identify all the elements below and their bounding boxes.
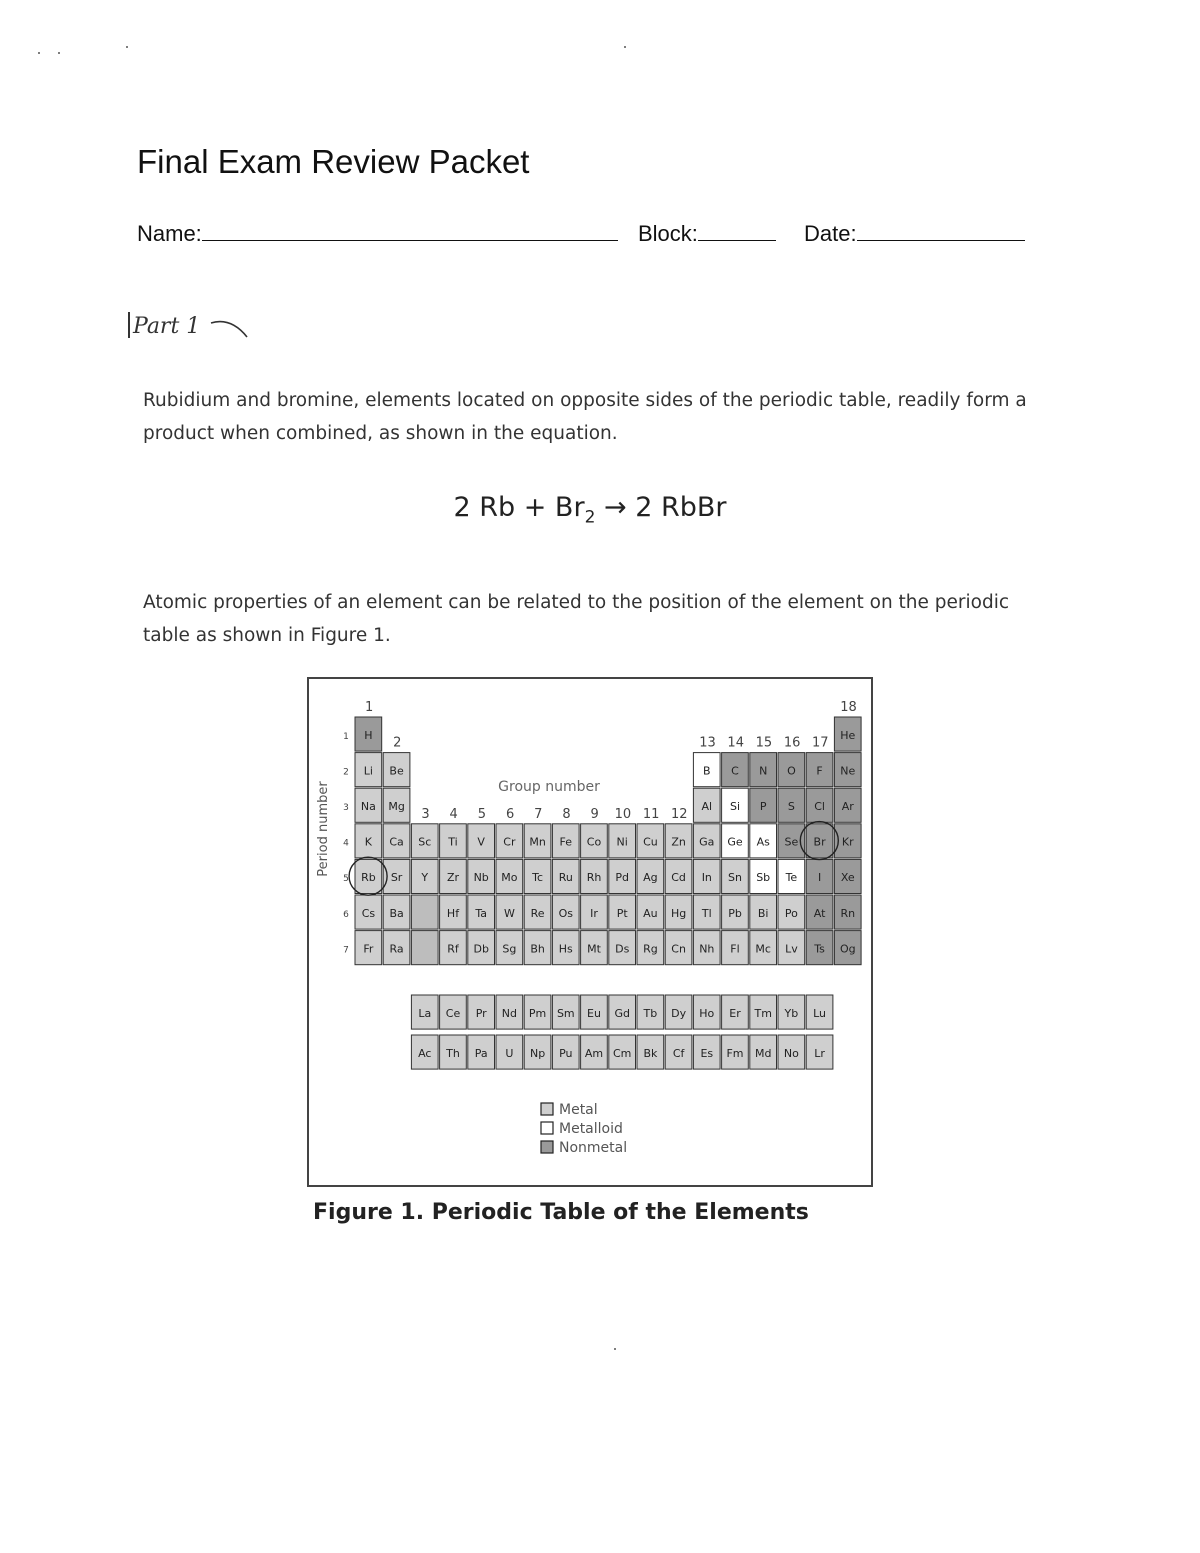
actinide-Th-symbol: Th	[446, 1046, 460, 1060]
lanthanide-Dy-symbol: Dy	[671, 1006, 687, 1020]
periodic-table	[309, 679, 871, 1185]
intro-paragraph: Rubidium and bromine, elements located on opposite sides of the periodic table, readily form a product when combined, as shown in the equation.	[143, 390, 1027, 444]
lanthanide-Tb-symbol: Tb	[643, 1006, 658, 1020]
element-Si-symbol: Si	[729, 800, 741, 813]
element-Db-symbol: Db	[473, 942, 489, 956]
element-In-symbol: In	[701, 871, 712, 885]
element-Mo-symbol: Mo	[501, 871, 518, 885]
element-Ne-symbol: Ne	[840, 764, 856, 778]
element-Pt-symbol: Pt	[616, 906, 628, 920]
block-blank-line[interactable]	[698, 218, 776, 241]
element-Nh-symbol: Nh	[699, 942, 715, 956]
actinide-Ac-symbol: Ac	[418, 1046, 432, 1060]
element-Pd-symbol: Pd	[615, 871, 630, 885]
period-label-4: 4	[343, 838, 349, 849]
element-W-symbol: W	[503, 906, 515, 920]
element-Pb-symbol: Pb	[728, 906, 742, 920]
period-label-2: 2	[343, 767, 349, 778]
element-B-symbol: B	[703, 764, 711, 778]
handwritten-bracket	[128, 312, 130, 338]
actinide-Fm-symbol: Fm	[726, 1046, 744, 1060]
element-Bh-symbol: Bh	[530, 942, 545, 956]
element-Mn-symbol: Mn	[529, 835, 546, 849]
element-Ca-symbol: Ca	[389, 835, 404, 849]
element-Cr-symbol: Cr	[503, 835, 516, 849]
element-Lv-symbol: Lv	[785, 942, 798, 956]
element-Rf-symbol: Rf	[447, 942, 459, 956]
figure-caption: Figure 1. Periodic Table of the Elements	[313, 1200, 809, 1225]
element-He-symbol: He	[840, 728, 856, 742]
group-label-11: 11	[642, 806, 660, 822]
element-Mc-symbol: Mc	[755, 942, 771, 956]
scan-speck	[624, 46, 626, 48]
element-Ta-symbol: Ta	[475, 906, 488, 920]
element-Na-symbol: Na	[360, 800, 376, 813]
name-blank-line[interactable]	[202, 218, 618, 241]
lanthanide-Pm-symbol: Pm	[528, 1006, 547, 1020]
date-label: Date:	[804, 221, 857, 246]
name-field[interactable]	[137, 218, 618, 247]
element-Tl-symbol: Tl	[701, 906, 712, 920]
group-label-2: 2	[393, 735, 402, 751]
element-Ti-symbol: Ti	[448, 835, 458, 849]
element-Kr-symbol: Kr	[841, 835, 854, 849]
element-S-symbol: S	[787, 800, 795, 813]
element-Ni-symbol: Ni	[616, 835, 628, 849]
handwritten-arrow-mark	[207, 315, 255, 345]
element-Sb-symbol: Sb	[756, 871, 771, 885]
element-Mg-symbol: Mg	[388, 800, 405, 813]
actinide-Md-symbol: Md	[754, 1046, 772, 1060]
element-Sc-symbol: Sc	[418, 835, 432, 849]
element-Ge-symbol: Ge	[727, 835, 743, 849]
group-label-5: 5	[477, 806, 487, 822]
lanthanide-Lu-symbol: Lu	[813, 1006, 827, 1020]
element-Ts-symbol: Ts	[814, 942, 825, 956]
element-C-symbol: C	[731, 764, 739, 778]
equation-product: 2 RbBr	[635, 492, 727, 523]
element-Ga-symbol: Ga	[699, 835, 715, 849]
scan-speck	[58, 52, 60, 54]
element-H-symbol: H	[364, 728, 373, 742]
element-Zn-symbol: Zn	[671, 835, 686, 849]
element-P-symbol: P	[759, 800, 767, 813]
period-label-3: 3	[343, 803, 349, 813]
actinide-Cm-symbol: Cm	[612, 1046, 632, 1060]
block-label: Block:	[638, 221, 698, 246]
element-Tc-symbol: Tc	[532, 871, 544, 885]
lanthanide-Sm-symbol: Sm	[556, 1006, 575, 1020]
element-Fe-symbol: Fe	[559, 835, 573, 849]
actinide-Pa-symbol: Pa	[474, 1046, 488, 1060]
period-label-6: 6	[343, 909, 349, 920]
legend-label-nonmetal: Nonmetal	[559, 1140, 628, 1156]
element-Sr-symbol: Sr	[390, 871, 403, 885]
lanthanide-Yb-symbol: Yb	[784, 1006, 799, 1020]
period-label-1: 1	[343, 731, 349, 742]
element-Li-symbol: Li	[363, 764, 373, 778]
group-label-14: 14	[727, 735, 744, 751]
actinide-Cf-symbol: Cf	[672, 1046, 685, 1060]
group-label-3: 3	[421, 806, 430, 822]
element-Al-symbol: Al	[701, 800, 713, 813]
group-label-1: 1	[364, 700, 374, 715]
element-Se-symbol: Se	[784, 835, 799, 849]
properties-paragraph: Atomic properties of an element can be related to the position of the element on the periodic table as shown in Figure 1.	[143, 592, 1010, 646]
group-axis-label: Group number	[498, 779, 600, 795]
element-Fl-symbol: Fl	[730, 942, 740, 956]
lanthanide-Gd-symbol: Gd	[614, 1006, 630, 1020]
element-Cl-symbol: Cl	[814, 800, 825, 813]
element-N-symbol: N	[759, 764, 768, 778]
element-Sg-symbol: Sg	[502, 942, 517, 956]
element-Ru-symbol: Ru	[558, 871, 573, 885]
equation-reactants: 2 Rb + Br	[453, 492, 585, 523]
lanthanide-Nd-symbol: Nd	[501, 1006, 518, 1020]
element-Po-symbol: Po	[784, 906, 798, 920]
chemical-equation	[0, 492, 1180, 527]
element-At-symbol: At	[813, 906, 826, 920]
element-Ar-symbol: Ar	[841, 800, 854, 813]
lanthanide-Ce-symbol: Ce	[445, 1006, 461, 1020]
element-Cu-symbol: Cu	[643, 835, 658, 849]
actinide-No-symbol: No	[783, 1046, 799, 1060]
element-K-symbol: K	[364, 835, 373, 849]
element-Au-symbol: Au	[643, 906, 658, 920]
group-label-9: 9	[590, 806, 599, 822]
legend-swatch-nonmetal	[541, 1141, 553, 1153]
element-Ds-symbol: Ds	[615, 942, 630, 956]
actinide-Es-symbol: Es	[700, 1046, 714, 1060]
element-Mt-symbol: Mt	[587, 942, 601, 956]
part-text: Part 1	[133, 314, 201, 339]
period-label-5: 5	[343, 874, 349, 885]
legend-label-metal: Metal	[559, 1102, 598, 1118]
element-Fr-symbol: Fr	[363, 942, 374, 956]
lanthanide-Pr-symbol: Pr	[475, 1006, 487, 1020]
element-Cs-symbol: Cs	[361, 906, 376, 920]
element-Ba-symbol: Ba	[389, 906, 404, 920]
lanthanide-Eu-symbol: Eu	[587, 1006, 601, 1020]
element-Br-symbol: Br	[813, 835, 826, 849]
element-gap-cell	[411, 931, 438, 965]
equation-arrow: →	[603, 492, 627, 523]
element-Rh-symbol: Rh	[586, 871, 602, 885]
element-O-symbol: O	[787, 764, 796, 778]
element-As-symbol: As	[756, 835, 770, 849]
element-Rn-symbol: Rn	[840, 906, 856, 920]
element-Hf-symbol: Hf	[446, 906, 460, 920]
name-label: Name:	[137, 221, 202, 246]
actinide-Lr-symbol: Lr	[814, 1046, 825, 1060]
actinide-Np-symbol: Np	[529, 1046, 546, 1060]
element-Zr-symbol: Zr	[446, 871, 460, 885]
element-Rg-symbol: Rg	[643, 942, 658, 956]
element-V-symbol: V	[477, 835, 485, 849]
actinide-Bk-symbol: Bk	[643, 1046, 658, 1060]
element-Sn-symbol: Sn	[728, 871, 742, 885]
element-Ir-symbol: Ir	[590, 906, 598, 920]
actinide-Am-symbol: Am	[584, 1046, 604, 1060]
element-Ag-symbol: Ag	[643, 871, 658, 885]
periodic-table-figure	[307, 677, 873, 1187]
period-axis-label: Period number	[316, 781, 331, 877]
date-blank-line[interactable]	[857, 218, 1025, 241]
group-label-12: 12	[671, 806, 688, 822]
element-Be-symbol: Be	[389, 764, 404, 778]
actinide-U-symbol: U	[505, 1046, 514, 1060]
group-label-10: 10	[614, 806, 632, 822]
group-label-16: 16	[783, 735, 801, 751]
lanthanide-Tm-symbol: Tm	[754, 1006, 772, 1020]
equation-subscript: 2	[584, 507, 596, 528]
element-Te-symbol: Te	[785, 871, 798, 885]
group-label-15: 15	[755, 735, 773, 751]
group-label-17: 17	[812, 735, 829, 751]
group-label-13: 13	[699, 735, 716, 751]
element-Cd-symbol: Cd	[671, 871, 686, 885]
element-Hg-symbol: Hg	[670, 906, 687, 920]
lanthanide-La-symbol: La	[418, 1006, 432, 1020]
scan-speck	[38, 52, 40, 54]
handwritten-part-label	[128, 312, 255, 345]
element-gap-cell	[411, 895, 438, 929]
actinide-Pu-symbol: Pu	[559, 1046, 573, 1060]
lanthanide-Ho-symbol: Ho	[699, 1006, 715, 1020]
group-label-8: 8	[562, 806, 571, 822]
element-Re-symbol: Re	[530, 906, 545, 920]
element-Og-symbol: Og	[839, 942, 856, 956]
element-Hs-symbol: Hs	[558, 942, 573, 956]
lanthanide-Er-symbol: Er	[729, 1006, 741, 1020]
element-Os-symbol: Os	[558, 906, 573, 920]
element-I-symbol: I	[817, 871, 822, 885]
legend-swatch-metalloid	[541, 1122, 553, 1134]
element-Nb-symbol: Nb	[473, 871, 489, 885]
group-label-7: 7	[534, 806, 543, 822]
legend-label-metalloid: Metalloid	[559, 1121, 623, 1137]
element-Y-symbol: Y	[421, 871, 429, 885]
legend-swatch-metal	[541, 1103, 553, 1115]
element-Ra-symbol: Ra	[389, 942, 404, 956]
scan-speck	[614, 1348, 616, 1350]
element-F-symbol: F	[816, 764, 823, 778]
scan-speck	[126, 46, 128, 48]
element-Co-symbol: Co	[586, 835, 602, 849]
group-label-18: 18	[840, 700, 857, 715]
period-label-7: 7	[343, 945, 349, 956]
element-Rb-symbol: Rb	[361, 871, 376, 885]
block-field[interactable]	[638, 218, 776, 247]
group-label-4: 4	[449, 806, 458, 822]
page-title: Final Exam Review Packet	[137, 143, 530, 180]
element-Xe-symbol: Xe	[840, 871, 855, 885]
element-Bi-symbol: Bi	[757, 906, 769, 920]
date-field[interactable]	[804, 218, 1025, 247]
group-label-6: 6	[505, 806, 515, 822]
element-Cn-symbol: Cn	[671, 942, 686, 956]
